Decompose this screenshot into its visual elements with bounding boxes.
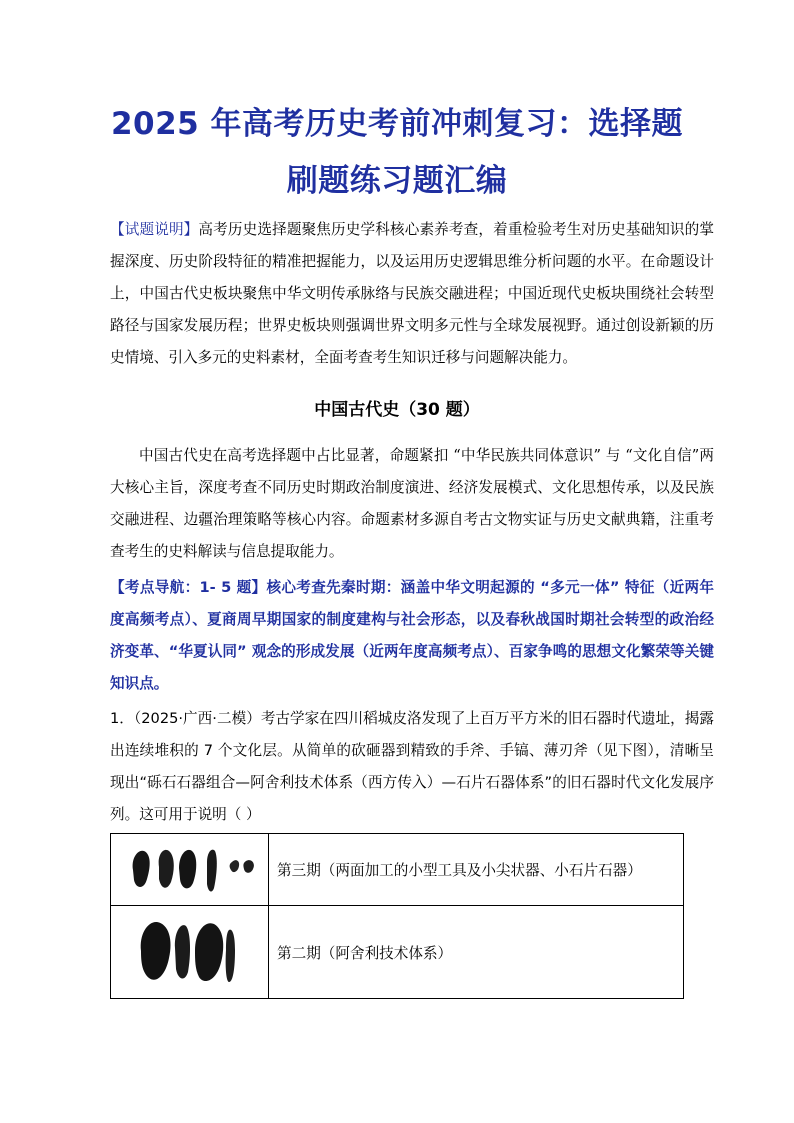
- section-heading: 中国古代史（30 题）: [314, 400, 480, 420]
- question-1-stem: 1．（2025·广西·二模）考古学家在四川稻城皮洛发现了上百万平方米的旧石器时代遗址，揭露出连续堆积的 7 个文化层。从简单的砍砸器到精致的手斧、手镐、薄刃斧（见下图），清晰呈现出“砾石石器组合—阿舍利技术体系（西方传入）—石片石器体系”的旧石器时代文化发展序列。这可用于说明（ ）: [110, 710, 714, 823]
- stone-tool-periods-table: [110, 833, 684, 999]
- acheulean-handaxes-image: [111, 906, 269, 999]
- exam-guide-paragraph: 【考点导航：1- 5 题】核心考查先秦时期：涵盖中华文明起源的 “多元一体” 特征（近两年度高频考点）、夏商周早期国家的制度建构与社会形态，以及春秋战国时期社会转型的政治经济变革、“华夏认同” 观念的形成发展（近两年度高频考点）、百家争鸣的思想文化繁荣等关键知识点。: [110, 579, 714, 692]
- intro-tag: 【试题说明】: [110, 221, 199, 238]
- intro-paragraph: [110, 214, 714, 374]
- table-row: [111, 906, 684, 999]
- period-2-label: 第二期（阿舍利技术体系）: [269, 906, 684, 999]
- intro-text: 高考历史选择题聚焦历史学科核心素养考查，着重检验考生对历史基础知识的掌握深度、历史阶段特征的精准把握能力，以及运用历史逻辑思维分析问题的水平。在命题设计上，中国古代史板块聚焦中华文明传承脉络与民族交融进程；中国近现代史板块围绕社会转型路径与国家发展历程；世界史板块则强调世界文明多元性与全球发展视野。通过创设新颖的历史情境、引入多元的史料素材，全面考查考生知识迁移与问题解决能力。: [110, 221, 714, 366]
- small-stone-tools-image: [111, 834, 269, 906]
- table-row: [111, 834, 684, 906]
- period-3-label: 第三期（两面加工的小型工具及小尖状器、小石片石器）: [269, 834, 684, 906]
- page-title-line-1: 2025 年高考历史考前冲刺复习：选择题: [110, 106, 684, 142]
- page-title-line-2: 刷题练习题汇编: [286, 163, 508, 199]
- section-description: 中国古代史在高考选择题中占比显著，命题紧扣 “中华民族共同体意识” 与 “文化自信”两大核心主旨，深度考查不同历史时期政治制度演进、经济发展模式、文化思想传承，以及民族交融进程、边疆治理策略等核心内容。命题素材多源自考古文物实证与历史文献典籍，注重考查考生的史料解读与信息提取能力。: [110, 447, 714, 560]
